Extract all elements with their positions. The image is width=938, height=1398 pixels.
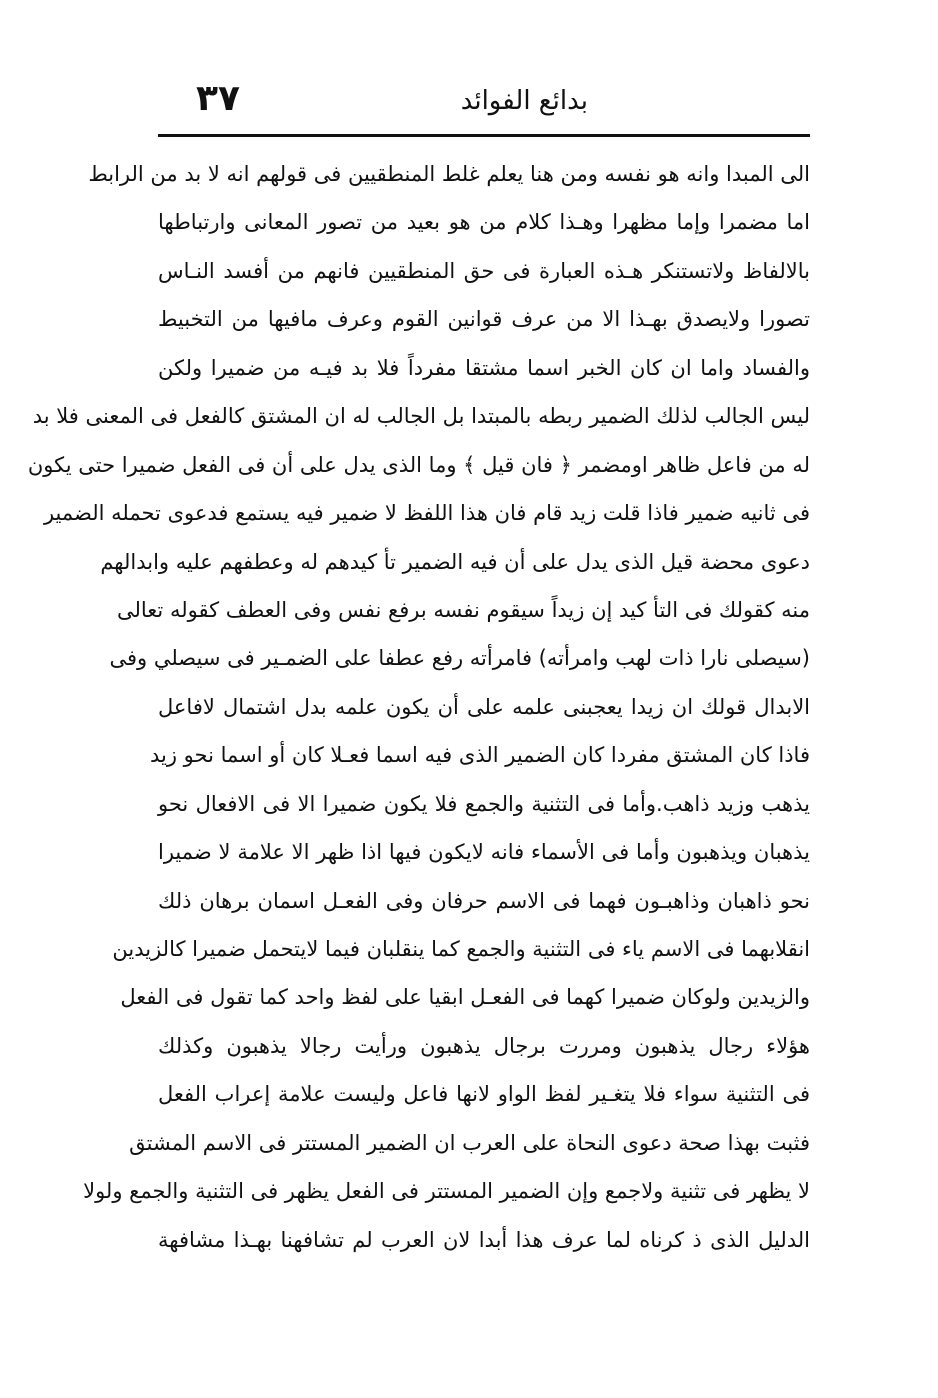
text-line: تصورا ولايصدق بهـذا الا من عرف قوانين القوم وعرف مافيها من التخبيط (158, 307, 810, 332)
text-line: دعوى محضة قيل الذى يدل على أن فيه الضمير تأ كيدهم له وعطفهم عليه وابدالهم (100, 549, 810, 574)
text-line: فى ثانيه ضمير فاذا قلت زيد قام فان هذا اللفظ لا ضمير فيه يستمع فدعوى تحمله الضمير (43, 501, 810, 526)
text-line: والفساد واما ان كان الخبر اسما مشتقا مفرداً فلا بد فيـه من ضميرا ولكن (158, 355, 810, 380)
page-header (158, 78, 810, 136)
text-line: بالالفاظ ولاتستنكر هـذه العبارة فى حق المنطقيين فانهم من أفسد النـاس (158, 258, 810, 283)
text-line: فى التثنية سواء فلا يتغـير لفظ الواو لانها فاعل وليست علامة إعراب الفعل (158, 1082, 810, 1107)
text-line: (سيصلى نارا ذات لهب وامرأته) فامرأته رفع عطفا على الضمـير فى سيصلي وفى (109, 646, 810, 671)
text-line: له من فاعل ظاهر اومضمر ﴿ فان قيل ﴾ وما الذى يدل على أن فى الفعل ضميرا حتى يكون (27, 452, 810, 477)
text-line: هؤلاء رجال يذهبون ومررت برجال يذهبون ورأيت رجالا يذهبون وكذلك (158, 1033, 810, 1058)
body-text (27, 150, 810, 1264)
text-line: يذهبان ويذهبون وأما فى الأسماء فانه لايكون فيها اذا ظهر الا علامة لا ضميرا (158, 840, 810, 865)
text-line: ليس الجالب لذلك الضمير ربطه بالمبتدا بل الجالب له ان المشتق كالفعل فى المعنى فلا بد (32, 404, 810, 429)
header-rule (158, 134, 810, 137)
text-line: منه كقولك فى التأ كيد إن زيداً سيقوم نفسه برفع نفس وفى العطف كقوله تعالى (117, 597, 810, 622)
page-number: ٣٧ (196, 78, 240, 119)
text-line: والزيدين ولوكان ضميرا كهما فى الفعـل ابقيا على لفظ واحد كما تقول فى الفعل (120, 985, 810, 1010)
text-line: فاذا كان المشتق مفردا كان الضمير الذى فيه اسما فعـلا كان أو اسما نحو زيد (150, 743, 810, 768)
text-line: لا يظهر فى تثنية ولاجمع وإن الضمير المستتر فى الفعل يظهر فى التثنية والجمع ولولا (83, 1179, 810, 1204)
text-line: نحو ذاهبان وذاهبـون فهما فى الاسم حرفان وفى الفعـل اسمان برهان ذلك (158, 888, 810, 913)
text-line: الدليل الذى ذ كرناه لما عرف هذا أبدا لان العرب لم تشافهنا بهـذا مشافهة (158, 1227, 810, 1252)
text-line: الابدال قولك ان زيدا يعجبنى علمه على أن يكون علمه بدل اشتمال لافاعل (158, 694, 810, 719)
text-line: اما مضمرا وإما مظهرا وهـذا كلام من هو بعيد من تصور المعانى وارتباطها (158, 210, 810, 235)
running-title: بدائع الفوائد (460, 86, 588, 116)
text-line: الى المبدا وانه هو نفسه ومن هنا يعلم غلط المنطقيين فى قولهم انه لا بد من الرابط (88, 162, 810, 186)
text-line: انقلابهما فى الاسم ياء فى التثنية والجمع كما ينقلبان فيما لايتحمل ضميرا كالزيدين (112, 937, 810, 961)
text-line: يذهب وزيد ذاهب.وأما فى التثنية والجمع فلا يكون ضميرا الا فى الافعال نحو (158, 791, 810, 816)
text-line: فثبت بهذا صحة دعوى النحاة على العرب ان الضمير المستتر فى الاسم المشتق (129, 1130, 810, 1155)
